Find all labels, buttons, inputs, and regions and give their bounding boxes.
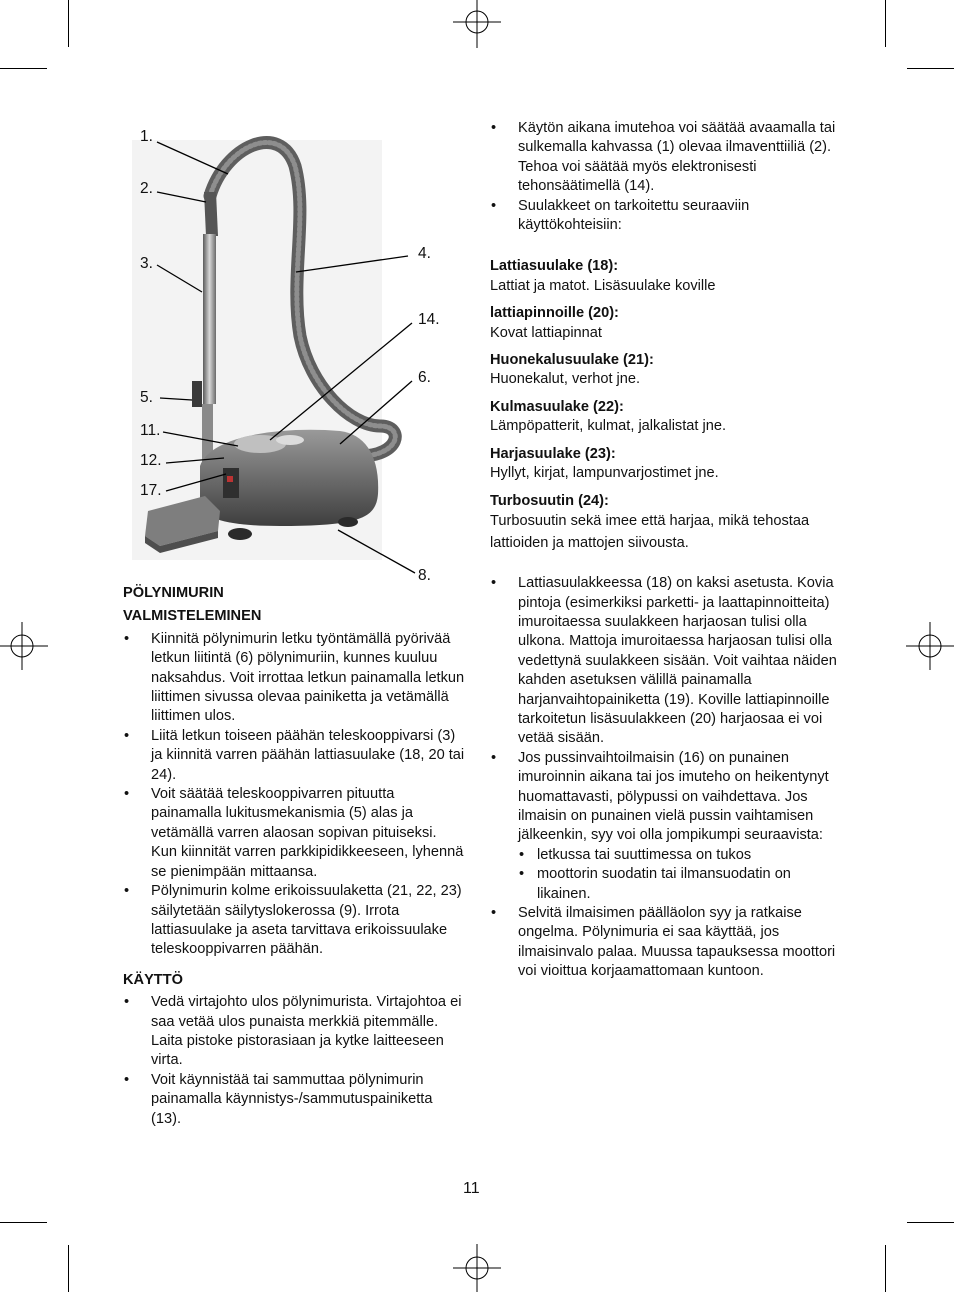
- crop-mark: [907, 68, 954, 69]
- list-item: [490, 749, 840, 904]
- sub-bullet-list: [518, 846, 840, 904]
- crop-mark: [885, 1245, 886, 1292]
- list-item: • Voit säätää teleskooppivarren pituutta painamalla lukitusmekanismia (5) alas ja vetämällä varren alaosan sopivan pituiseksi. Kun kiinnität varren parkkipidikkeeseen, lyhennä se pienimpään mittaansa.: [123, 785, 465, 882]
- section-heading: PÖLYNIMURIN: [123, 585, 224, 601]
- vacuum-cleaner-illustration: [130, 126, 450, 586]
- callout-label: 11.: [140, 422, 161, 439]
- callout-label: 17.: [140, 482, 162, 499]
- bullet-list: [490, 574, 840, 982]
- nozzle-title: Lattiasuulake (18):: [490, 258, 619, 275]
- callout-label: 8.: [418, 567, 431, 584]
- nozzle-description: Lämpöpatterit, kulmat, jalkalistat jne.: [490, 418, 727, 435]
- section-heading: VALMISTELEMINEN: [123, 608, 262, 625]
- crop-mark: [68, 0, 69, 47]
- right-column: [490, 119, 840, 982]
- registration-mark-icon: [906, 622, 954, 670]
- registration-mark-icon: [453, 1244, 501, 1292]
- callout-label: 2.: [140, 180, 153, 197]
- callout-label: 5.: [140, 389, 153, 406]
- list-item: • Käytön aikana imutehoa voi säätää avaamalla tai sulkemalla kahvassa (1) olevaa ilmaventtiiliä (2). Tehoa voi säätää myös elektronisesti tehonsäätimellä (14).: [490, 119, 840, 197]
- nozzle-title: Turbosuutin (24):: [490, 492, 609, 509]
- crop-mark: [907, 1222, 954, 1223]
- nozzle-description: Kovat lattiapinnat: [490, 324, 602, 341]
- callout-label: 1.: [140, 128, 153, 145]
- crop-mark: [0, 68, 47, 69]
- nozzle-title: Harjasuulake (23):: [490, 445, 616, 462]
- bullet-list: [123, 993, 465, 1129]
- vacuum-cleaner-figure: [130, 126, 450, 586]
- list-item: • Pölynimurin kolme erikoissuulaketta (21, 22, 23) säilytetään säilytyslokerossa (9). Irrota lattiasuulake ja aseta tarvittava erikoissuulake teleskooppivarren päähän.: [123, 882, 465, 960]
- list-item: • Liitä letkun toiseen päähän teleskooppivarsi (3) ja kiinnitä varren päähän lattiasuulake (18, 20 tai 24).: [123, 727, 465, 785]
- crop-mark: [885, 0, 886, 47]
- crop-mark: [0, 1222, 47, 1223]
- registration-mark-icon: [453, 0, 501, 48]
- bullet-list: [123, 630, 465, 960]
- list-item: • Selvitä ilmaisimen päälläolon syy ja ratkaise ongelma. Pölynimuria ei saa käyttää, jos ilmaisinvalo palaa. Muussa tapauksessa moottori voi vioittua korjaamattomaan kuntoon.: [490, 904, 840, 982]
- callout-label: 3.: [140, 255, 153, 272]
- list-item: • Suulakkeet on tarkoitettu seuraaviin käyttökohteisiin:: [490, 197, 840, 236]
- list-item-text: Jos pussinvaihtoilmaisin (16) on punainen imuroinnin aikana tai jos imuteho on heikentynyt huomattavasti, pölypussi on vaihdettava. Jos ilmaisin on punainen vielä pussin vaihtamisen jälkeenkin, syy voi olla jompikumpi seuraavista:: [518, 749, 829, 844]
- section-heading: KÄYTTÖ: [123, 971, 183, 988]
- list-item: • Vedä virtajohto ulos pölynimurista. Virtajohtoa ei saa vetää ulos punaista merkkiä pitemmälle. Laita pistoke pistorasiaan ja kytke laitteeseen virta.: [123, 993, 465, 1071]
- sub-list-item: • letkussa tai suuttimessa on tukos: [518, 846, 840, 865]
- callout-label: 4.: [418, 245, 431, 262]
- left-column: [123, 584, 465, 1129]
- nozzle-description: Huonekalut, verhot jne.: [490, 371, 641, 388]
- nozzle-description: Lattiat ja matot. Lisäsuulake koville: [490, 277, 716, 294]
- sub-list-item: • moottorin suodatin tai ilmansuodatin on likainen.: [518, 865, 840, 904]
- bullet-list: [490, 119, 840, 235]
- callout-label: 12.: [140, 452, 162, 469]
- callout-label: 6.: [418, 369, 431, 386]
- crop-mark: [68, 1245, 69, 1292]
- nozzle-description: Turbosuutin sekä imee että harjaa, mikä tehostaa lattioiden ja mattojen siivousta.: [490, 512, 810, 551]
- list-item: • Lattiasuulakkeessa (18) on kaksi asetusta. Kovia pintoja (esimerkiksi parketti- ja laattapinnoitteita) imuroitaessa suulakkeen harjaosan tulisi olla ulkona. Mattoja imuroitaessa harjaosan tulisi olla vedettynä suulakkeen sisään. Voit vaihtaa näiden kahden asetuksen välillä painamalla harjanvaihtopainiketta (19). Koville lattiapinnoille tarkoitetun lisäsuulakkeen (20) harjaosaa ei voi vetää sisään.: [490, 574, 840, 749]
- nozzle-title: Huonekalusuulake (21):: [490, 352, 654, 369]
- nozzle-description: Hyllyt, kirjat, lampunvarjostimet jne.: [490, 465, 719, 482]
- registration-mark-icon: [0, 622, 48, 670]
- nozzle-title: lattiapinnoille (20):: [490, 305, 619, 322]
- callout-label: 14.: [418, 311, 440, 328]
- list-item: • Voit käynnistää tai sammuttaa pölynimurin painamalla käynnistys-/sammutuspainiketta (13).: [123, 1071, 465, 1129]
- page-number: 11: [463, 1180, 480, 1197]
- list-item: • Kiinnitä pölynimurin letku työntämällä pyörivää letkun liitintä (6) pölynimuriin, kunnes kuuluu naksahdus. Voit irrottaa letkun painamalla letkun liittimen sivussa olevaa painiketta ja vetämällä liittimen ulos.: [123, 630, 465, 727]
- nozzle-list: [490, 257, 840, 554]
- nozzle-title: Kulmasuulake (22):: [490, 398, 624, 415]
